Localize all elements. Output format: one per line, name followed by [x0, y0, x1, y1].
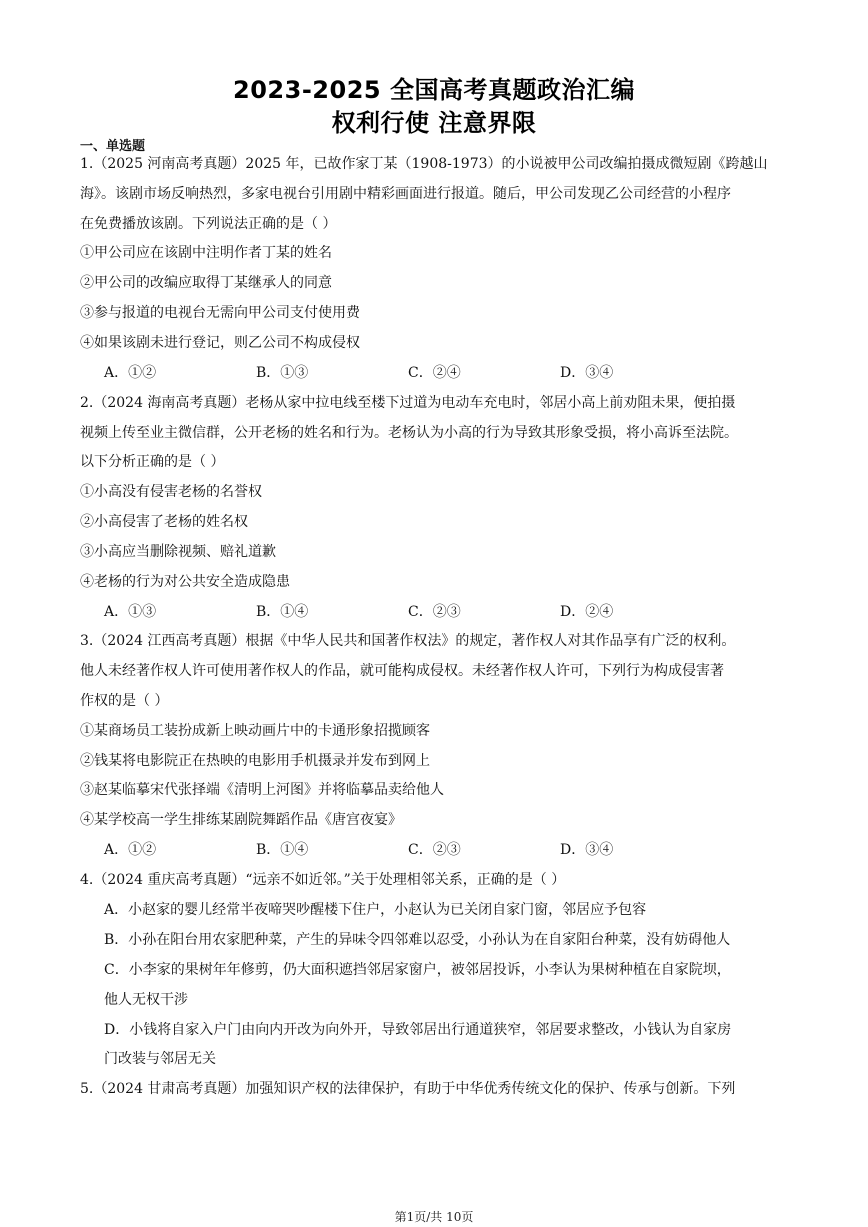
- question-1-line-2: 海》。该剧市场反响热烈，多家电视台引用剧中精彩画面进行报道。随后，甲公司发现乙公司经营的小程序: [80, 186, 731, 202]
- question-1-statement-3: ③参与报道的电视台无需向甲公司支付使用费: [80, 305, 360, 321]
- question-3-option-b: B．①④: [256, 842, 309, 858]
- question-3-statement-1: ①某商场员工装扮成新上映动画片中的卡通形象招揽顾客: [80, 723, 430, 739]
- question-4-choice-b: B．小孙在阳台用农家肥种菜，产生的异味令四邻难以忍受，小孙认为在自家阳台种菜，没有妨碍他人: [104, 932, 731, 948]
- question-1-statement-1: ①甲公司应在该剧中注明作者丁某的姓名: [80, 245, 332, 261]
- question-3-line-1: 3.（2024 江西高考真题）根据《中华人民共和国著作权法》的规定，著作权人对其作品享有广泛的权利。: [80, 633, 736, 649]
- question-2-option-b: B．①④: [256, 604, 309, 620]
- question-1-line-3: 在免费播放该剧。下列说法正确的是（ ）: [80, 216, 337, 232]
- question-2-line-3: 以下分析正确的是（ ）: [80, 454, 225, 470]
- question-3-line-2: 他人未经著作权人许可使用著作权人的作品，就可能构成侵权。未经著作权人许可，下列行为构成侵害著: [80, 663, 724, 679]
- question-2-line-2: 视频上传至业主微信群，公开老杨的姓名和行为。老杨认为小高的行为导致其形象受损，将小高诉至法院。: [80, 425, 738, 441]
- question-3-statement-4: ④某学校高一学生排练某剧院舞蹈作品《唐宫夜宴》: [80, 812, 402, 828]
- question-4-line-1: 4.（2024 重庆高考真题）“远亲不如近邻。”关于处理相邻关系，正确的是（ ）: [80, 872, 566, 888]
- question-3-options: [104, 840, 712, 860]
- question-1-statement-4: ④如果该剧未进行登记，则乙公司不构成侵权: [80, 335, 360, 351]
- question-1-option-a: A．①②: [104, 365, 157, 381]
- question-2-option-d: D．②④: [560, 604, 614, 620]
- question-2-option-c: C．②③: [408, 604, 461, 620]
- question-3-statement-2: ②钱某将电影院正在热映的电影用手机摄录并发布到网上: [80, 753, 430, 769]
- question-2-statement-3: ③小高应当删除视频、赔礼道歉: [80, 544, 276, 560]
- question-2-statement-4: ④老杨的行为对公共安全造成隐患: [80, 574, 290, 590]
- question-2-statement-1: ①小高没有侵害老杨的名誉权: [80, 484, 262, 500]
- question-3-line-3: 作权的是（ ）: [80, 693, 169, 709]
- question-4-choice-a: A．小赵家的婴儿经常半夜啼哭吵醒楼下住户，小赵认为已关闭自家门窗，邻居应予包容: [104, 902, 647, 918]
- question-3-option-a: A．①②: [104, 842, 157, 858]
- question-1-option-b: B．①③: [256, 365, 309, 381]
- question-1-option-c: C．②④: [408, 365, 461, 381]
- question-1-statement-2: ②甲公司的改编应取得丁某继承人的同意: [80, 275, 332, 291]
- page-subtitle: 权利行使 注意界限: [331, 109, 537, 137]
- question-4-choice-d-cont: 门改装与邻居无关: [104, 1051, 216, 1067]
- question-2-statement-2: ②小高侵害了老杨的姓名权: [80, 514, 248, 530]
- page-number: 第1页/共 10页: [394, 1210, 474, 1224]
- question-3-option-c: C．②③: [408, 842, 461, 858]
- question-1-options: [104, 363, 712, 383]
- question-4-choice-d: D．小钱将自家入户门由向内开改为向外开，导致邻居出行通道狭窄，邻居要求整改，小钱认为自家房: [104, 1022, 732, 1038]
- page-title: 2023-2025 全国高考真题政治汇编: [233, 76, 635, 104]
- question-1-option-d: D．③④: [560, 365, 614, 381]
- question-2-option-a: A．①③: [104, 604, 157, 620]
- question-2-line-1: 2.（2024 海南高考真题）老杨从家中拉电线至楼下过道为电动车充电时，邻居小高上前劝阻未果，便拍摄: [80, 395, 736, 411]
- question-1-line-1: 1.（2025 河南高考真题）2025 年，已故作家丁某（1908-1973）的小说被甲公司改编拍摄成微短剧《跨越山: [80, 156, 768, 172]
- question-5-line-1: 5.（2024 甘肃高考真题）加强知识产权的法律保护，有助于中华优秀传统文化的保护、传承与创新。下列: [80, 1081, 736, 1097]
- question-2-options: [104, 602, 712, 622]
- question-4-choice-c: C．小李家的果树年年修剪，仍大面积遮挡邻居家窗户，被邻居投诉，小李认为果树种植在自家院坝，: [104, 962, 731, 978]
- question-4-choice-c-cont: 他人无权干涉: [104, 992, 188, 1008]
- question-3-statement-3: ③赵某临摹宋代张择端《清明上河图》并将临摹品卖给他人: [80, 782, 444, 798]
- question-3-option-d: D．③④: [560, 842, 614, 858]
- section-heading: 一、单选题: [80, 139, 146, 154]
